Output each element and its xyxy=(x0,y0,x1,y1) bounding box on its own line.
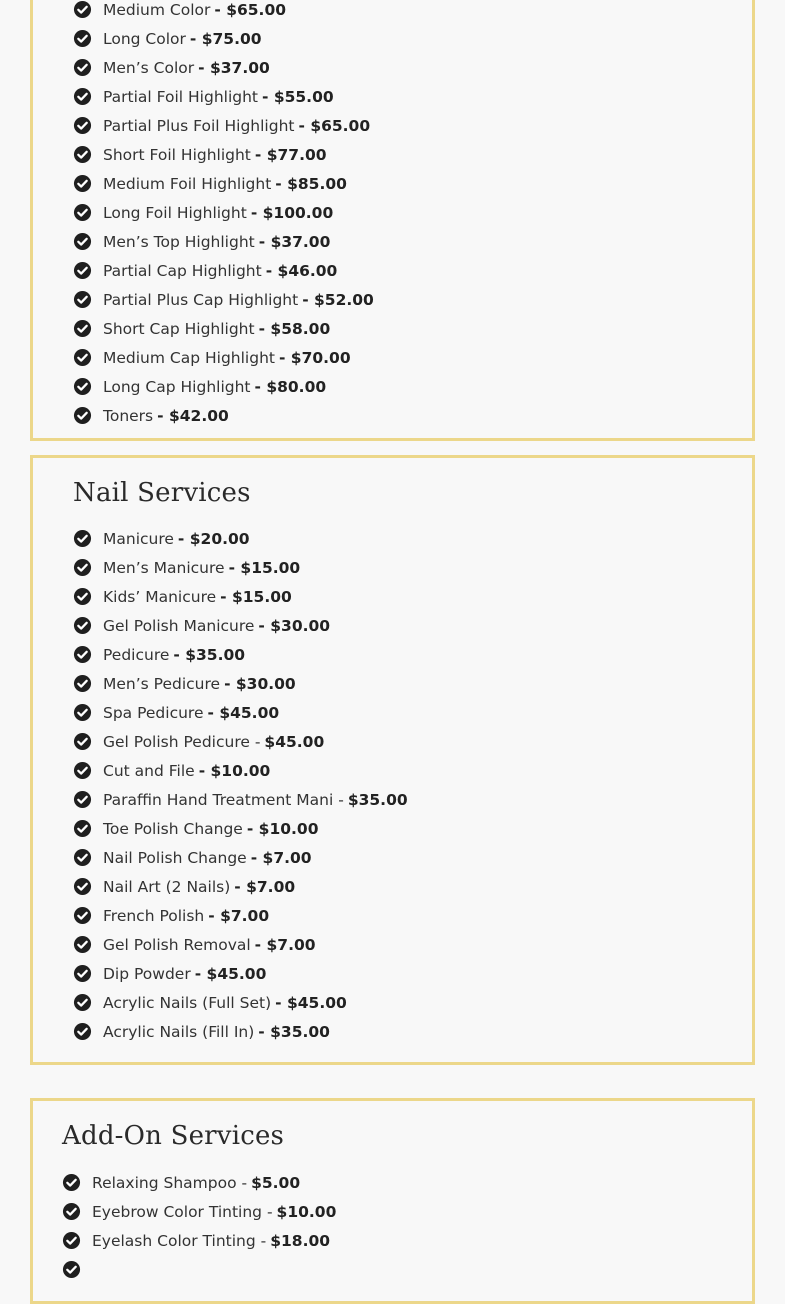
service-name: Toe Polish Change xyxy=(103,819,243,838)
check-circle-icon xyxy=(73,674,92,693)
check-circle-icon xyxy=(73,377,92,396)
service-price: - $52.00 xyxy=(302,290,374,309)
check-circle-icon xyxy=(73,761,92,780)
check-circle-icon xyxy=(73,877,92,896)
service-item xyxy=(62,1255,336,1284)
service-name: Men’s Pedicure xyxy=(103,674,221,693)
service-item xyxy=(73,930,408,959)
service-price: $10.00 xyxy=(276,1202,337,1221)
service-item xyxy=(73,227,374,256)
service-name: Partial Plus Cap Highlight xyxy=(103,290,299,309)
check-circle-icon xyxy=(73,319,92,338)
service-price: - $37.00 xyxy=(258,232,331,251)
service-price: - $10.00 xyxy=(246,819,319,838)
service-name: Medium Foil Highlight xyxy=(103,174,272,193)
service-price: $18.00 xyxy=(270,1231,331,1250)
check-circle-icon xyxy=(73,529,92,548)
service-name: Cut and File xyxy=(103,761,195,780)
service-price: - $46.00 xyxy=(265,261,338,280)
service-name: Partial Foil Highlight xyxy=(103,87,258,106)
service-price: - $77.00 xyxy=(254,145,327,164)
check-circle-icon xyxy=(73,87,92,106)
service-price: - $65.00 xyxy=(298,116,371,135)
service-item xyxy=(62,1197,336,1226)
check-circle-icon xyxy=(62,1173,81,1192)
service-item xyxy=(73,111,374,140)
service-name: Long Color xyxy=(103,29,186,48)
check-circle-icon xyxy=(73,1022,92,1041)
service-item xyxy=(73,959,408,988)
service-name: Gel Polish Pedicure - xyxy=(103,732,261,751)
check-circle-icon xyxy=(73,348,92,367)
service-item xyxy=(73,785,408,814)
service-price: $45.00 xyxy=(264,732,325,751)
check-circle-icon xyxy=(73,203,92,222)
service-price: - $15.00 xyxy=(228,558,301,577)
service-item xyxy=(62,1168,336,1197)
check-circle-icon xyxy=(73,732,92,751)
service-item xyxy=(73,901,408,930)
service-price: - $37.00 xyxy=(198,58,270,77)
service-name: Short Cap Highlight xyxy=(103,319,255,338)
service-name: Medium Color xyxy=(103,0,211,19)
service-price: - $7.00 xyxy=(250,848,312,867)
service-item xyxy=(73,140,374,169)
service-name: Long Foil Highlight xyxy=(103,203,247,222)
service-price: - $30.00 xyxy=(224,674,296,693)
service-item xyxy=(73,872,408,901)
service-name: Nail Polish Change xyxy=(103,848,247,867)
service-item xyxy=(73,314,374,343)
service-price: - $65.00 xyxy=(214,0,287,19)
service-price: - $20.00 xyxy=(177,529,250,548)
service-price: $35.00 xyxy=(347,790,408,809)
service-item xyxy=(73,611,408,640)
service-name: Relaxing Shampoo - xyxy=(92,1173,248,1192)
service-price: - $70.00 xyxy=(278,348,351,367)
service-name: Toners xyxy=(103,406,154,425)
service-price: - $15.00 xyxy=(220,587,292,606)
section-title-nail-services: Nail Services xyxy=(73,478,251,508)
service-name: Pedicure xyxy=(103,645,170,664)
service-item xyxy=(73,553,408,582)
nail-services-list xyxy=(73,524,408,1046)
service-item xyxy=(73,82,374,111)
service-name: Men’s Manicure xyxy=(103,558,225,577)
service-price: - $45.00 xyxy=(275,993,347,1012)
service-item xyxy=(73,698,408,727)
service-name: Medium Cap Highlight xyxy=(103,348,275,367)
addon-services-card xyxy=(30,1098,755,1304)
service-price: - $55.00 xyxy=(262,87,334,106)
check-circle-icon xyxy=(73,232,92,251)
check-circle-icon xyxy=(62,1231,81,1250)
check-circle-icon xyxy=(73,587,92,606)
check-circle-icon xyxy=(73,993,92,1012)
service-price: - $42.00 xyxy=(157,406,229,425)
service-item xyxy=(73,988,408,1017)
service-item xyxy=(73,285,374,314)
check-circle-icon xyxy=(73,616,92,635)
service-name: Eyebrow Color Tinting - xyxy=(92,1202,273,1221)
service-item xyxy=(73,169,374,198)
service-item xyxy=(73,756,408,785)
check-circle-icon xyxy=(73,261,92,280)
check-circle-icon xyxy=(73,906,92,925)
service-item xyxy=(73,669,408,698)
service-price: - $10.00 xyxy=(198,761,271,780)
service-price: - $75.00 xyxy=(189,29,262,48)
service-name: Eyelash Color Tinting - xyxy=(92,1231,267,1250)
service-item xyxy=(73,256,374,285)
service-price: - $58.00 xyxy=(258,319,331,338)
service-item xyxy=(73,582,408,611)
service-item xyxy=(73,0,374,24)
check-circle-icon xyxy=(73,145,92,164)
nail-services-card xyxy=(30,455,755,1065)
check-circle-icon xyxy=(73,29,92,48)
check-circle-icon xyxy=(73,290,92,309)
hair-color-card xyxy=(30,0,755,441)
check-circle-icon xyxy=(73,935,92,954)
check-circle-icon xyxy=(73,174,92,193)
service-item xyxy=(73,814,408,843)
service-name: Partial Cap Highlight xyxy=(103,261,262,280)
check-circle-icon xyxy=(73,58,92,77)
service-name: Manicure xyxy=(103,529,174,548)
service-item xyxy=(73,53,374,82)
check-circle-icon xyxy=(73,790,92,809)
hair-color-list xyxy=(73,0,374,430)
service-item xyxy=(62,1226,336,1255)
service-item xyxy=(73,343,374,372)
check-circle-icon xyxy=(73,0,92,19)
check-circle-icon xyxy=(73,116,92,135)
check-circle-icon xyxy=(73,558,92,577)
service-price: - $45.00 xyxy=(207,703,280,722)
section-title-addon-services: Add-On Services xyxy=(62,1121,285,1151)
service-price: - $35.00 xyxy=(258,1022,330,1041)
service-price: - $45.00 xyxy=(194,964,267,983)
check-circle-icon xyxy=(73,964,92,983)
service-price: - $80.00 xyxy=(254,377,327,396)
service-price: - $35.00 xyxy=(173,645,246,664)
service-name: Spa Pedicure xyxy=(103,703,204,722)
service-name: Partial Plus Foil Highlight xyxy=(103,116,295,135)
service-name: Dip Powder xyxy=(103,964,191,983)
service-price: - $7.00 xyxy=(254,935,316,954)
service-name: Acrylic Nails (Full Set) xyxy=(103,993,272,1012)
check-circle-icon xyxy=(73,406,92,425)
service-item xyxy=(73,640,408,669)
service-price: - $85.00 xyxy=(275,174,347,193)
check-circle-icon xyxy=(73,645,92,664)
service-name: Gel Polish Manicure xyxy=(103,616,255,635)
service-item xyxy=(73,1017,408,1046)
service-price: $5.00 xyxy=(251,1173,301,1192)
service-name: Paraffin Hand Treatment Mani - xyxy=(103,790,344,809)
service-price: - $100.00 xyxy=(250,203,334,222)
service-item xyxy=(73,372,374,401)
service-name: Men’s Color xyxy=(103,58,195,77)
check-circle-icon xyxy=(73,819,92,838)
service-name: Long Cap Highlight xyxy=(103,377,251,396)
service-name: Men’s Top Highlight xyxy=(103,232,255,251)
service-name: French Polish xyxy=(103,906,205,925)
service-item xyxy=(73,727,408,756)
addon-services-list xyxy=(62,1168,336,1284)
service-price: - $7.00 xyxy=(234,877,296,896)
service-name: Acrylic Nails (Fill In) xyxy=(103,1022,255,1041)
service-name: Gel Polish Removal xyxy=(103,935,251,954)
service-item xyxy=(73,24,374,53)
check-circle-icon xyxy=(62,1202,81,1221)
service-name: Kids’ Manicure xyxy=(103,587,217,606)
service-item xyxy=(73,843,408,872)
check-circle-icon xyxy=(73,848,92,867)
service-name: Nail Art (2 Nails) xyxy=(103,877,231,896)
service-item xyxy=(73,198,374,227)
service-price: - $7.00 xyxy=(208,906,270,925)
service-item xyxy=(73,524,408,553)
service-price: - $30.00 xyxy=(258,616,331,635)
service-item xyxy=(73,401,374,430)
service-name: Short Foil Highlight xyxy=(103,145,251,164)
check-circle-icon xyxy=(73,703,92,722)
